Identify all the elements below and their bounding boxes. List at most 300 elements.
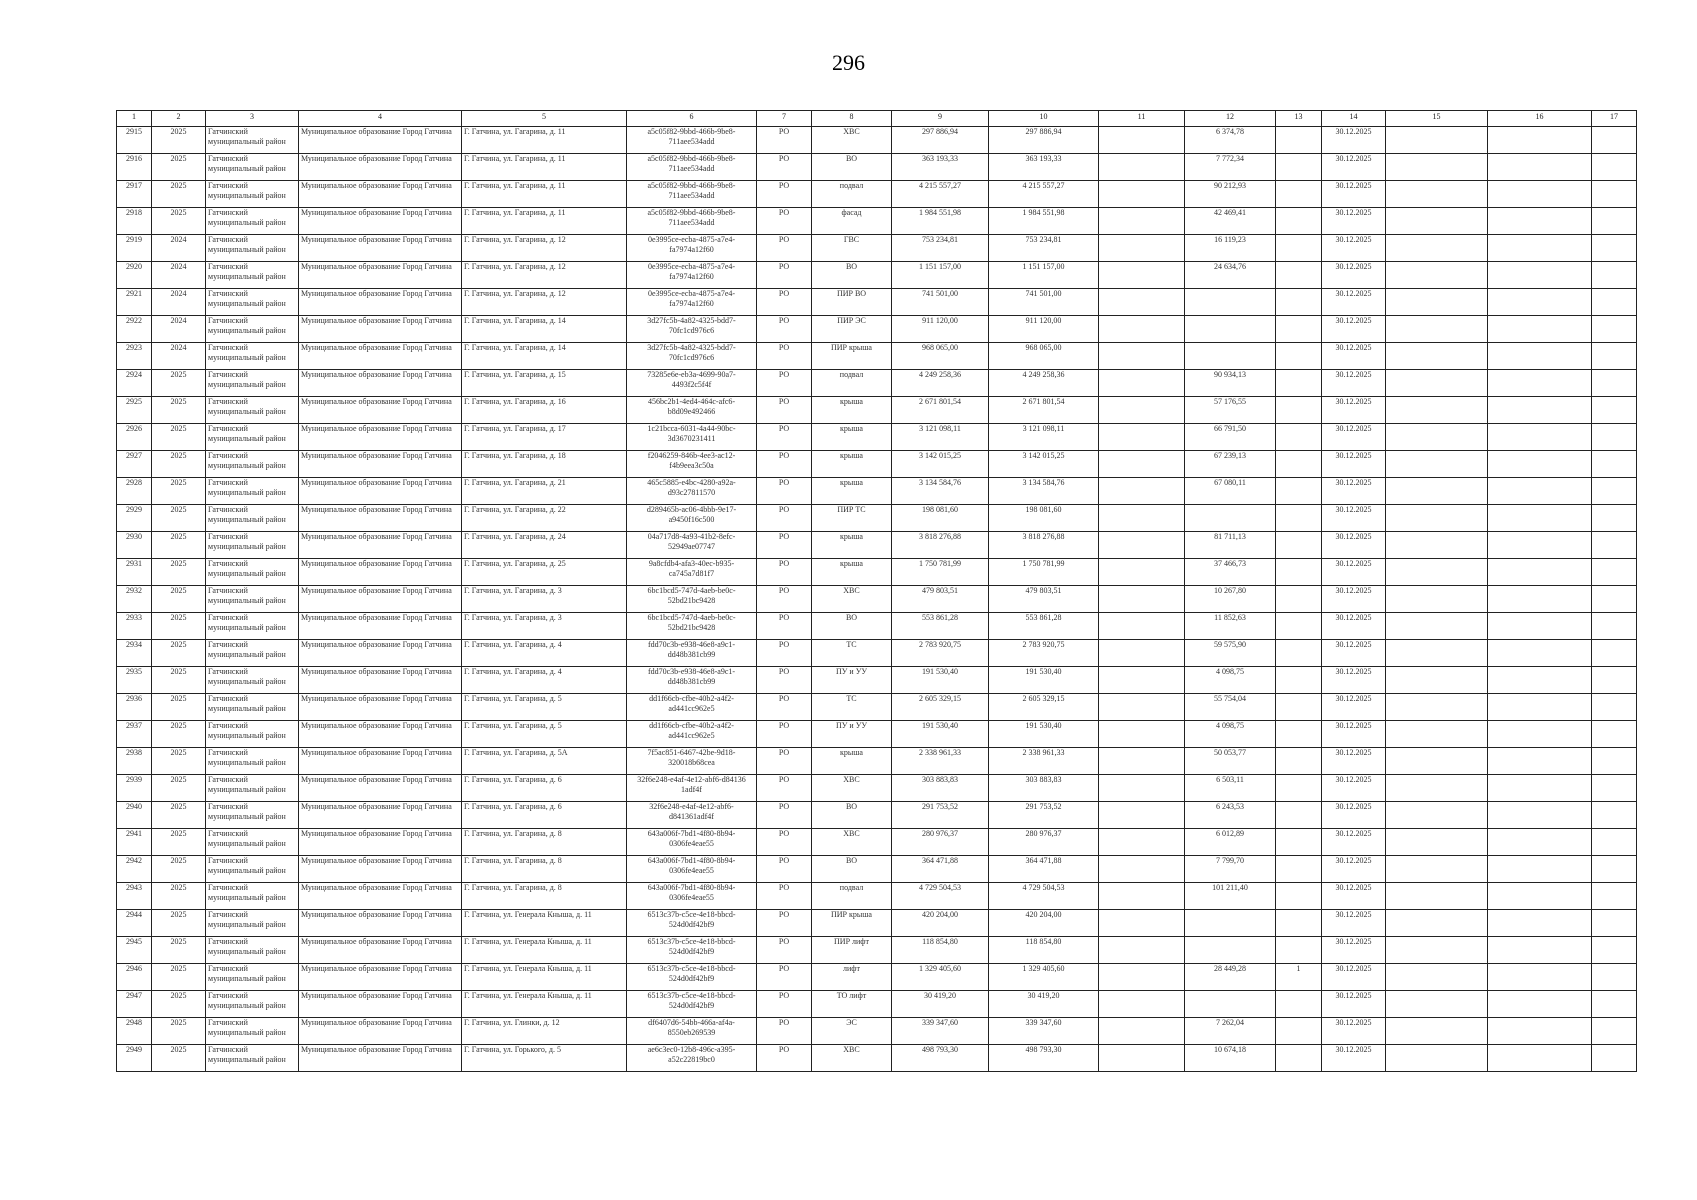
fee-cell: 6 243,53 — [1185, 802, 1276, 829]
fee-cell — [1185, 316, 1276, 343]
col16-cell — [1488, 1045, 1592, 1072]
guid-cell: a5c05f82-9bbd-466b-9be8-711aee534add — [627, 127, 757, 154]
date-cell: 30.12.2025 — [1322, 505, 1386, 532]
col17-cell — [1592, 505, 1637, 532]
col16-cell — [1488, 154, 1592, 181]
col15-cell — [1386, 883, 1488, 910]
col17-cell — [1592, 667, 1637, 694]
col13-cell — [1276, 721, 1322, 748]
code-cell: РО — [757, 964, 812, 991]
amount-total-cell: 3 121 098,11 — [989, 424, 1099, 451]
col13-cell — [1276, 397, 1322, 424]
date-cell: 30.12.2025 — [1322, 775, 1386, 802]
fee-cell: 7 799,70 — [1185, 856, 1276, 883]
code-cell: РО — [757, 721, 812, 748]
district-cell: Гатчинский муниципальный район — [206, 829, 299, 856]
table-row — [117, 694, 1637, 721]
table-row — [117, 1018, 1637, 1045]
guid-cell: dd1f66cb-cfbe-40b2-a4f2-ad441cc962e5 — [627, 694, 757, 721]
col13-cell — [1276, 127, 1322, 154]
col11-cell — [1099, 667, 1185, 694]
col16-cell — [1488, 181, 1592, 208]
year-cell: 2025 — [152, 127, 206, 154]
amount-total-cell: 1 984 551,98 — [989, 208, 1099, 235]
guid-cell: 1c21bcca-6031-4a44-90bc-3d3670231411 — [627, 424, 757, 451]
col11-cell — [1099, 721, 1185, 748]
year-cell: 2025 — [152, 802, 206, 829]
amount-total-cell: 198 081,60 — [989, 505, 1099, 532]
district-cell: Гатчинский муниципальный район — [206, 127, 299, 154]
amount-total-cell: 118 854,80 — [989, 937, 1099, 964]
table-row — [117, 802, 1637, 829]
guid-cell: 6513c37b-c5ce-4e18-bbcd-524d0df42bf9 — [627, 937, 757, 964]
amount-cell: 4 215 557,27 — [892, 181, 989, 208]
col15-cell — [1386, 802, 1488, 829]
year-cell: 2025 — [152, 532, 206, 559]
col17-cell — [1592, 127, 1637, 154]
fee-cell: 55 754,04 — [1185, 694, 1276, 721]
address-cell: Г. Гатчина, ул. Гагарина, д. 4 — [462, 640, 627, 667]
col13-cell — [1276, 262, 1322, 289]
data-table — [116, 110, 1637, 1072]
municipality-cell: Муниципальное образование Город Гатчина — [299, 343, 462, 370]
code-cell: РО — [757, 1045, 812, 1072]
municipality-cell: Муниципальное образование Город Гатчина — [299, 829, 462, 856]
col13-cell — [1276, 478, 1322, 505]
col15-cell — [1386, 208, 1488, 235]
district-cell: Гатчинский муниципальный район — [206, 964, 299, 991]
col16-cell — [1488, 532, 1592, 559]
amount-cell: 911 120,00 — [892, 316, 989, 343]
table-row — [117, 667, 1637, 694]
col11-cell — [1099, 451, 1185, 478]
col11-cell — [1099, 1045, 1185, 1072]
district-cell: Гатчинский муниципальный район — [206, 505, 299, 532]
row-number-cell: 2919 — [117, 235, 152, 262]
table-row — [117, 343, 1637, 370]
guid-cell: 3d27fc5b-4a82-4325-bdd7-70fc1cd976c6 — [627, 316, 757, 343]
guid-cell: ae6c3ec0-12b8-496c-a395-a52c22819bc0 — [627, 1045, 757, 1072]
district-cell: Гатчинский муниципальный район — [206, 370, 299, 397]
address-cell: Г. Гатчина, ул. Гагарина, д. 16 — [462, 397, 627, 424]
fee-cell: 6 012,89 — [1185, 829, 1276, 856]
year-cell: 2025 — [152, 370, 206, 397]
address-cell: Г. Гатчина, ул. Гагарина, д. 3 — [462, 586, 627, 613]
date-cell: 30.12.2025 — [1322, 559, 1386, 586]
guid-cell: 465c5885-e4bc-4280-a92a-d93c27811570 — [627, 478, 757, 505]
column-header: 1 — [117, 111, 152, 127]
col11-cell — [1099, 316, 1185, 343]
amount-total-cell: 753 234,81 — [989, 235, 1099, 262]
col17-cell — [1592, 910, 1637, 937]
code-cell: РО — [757, 154, 812, 181]
row-number-cell: 2921 — [117, 289, 152, 316]
col15-cell — [1386, 748, 1488, 775]
column-header: 9 — [892, 111, 989, 127]
col17-cell — [1592, 964, 1637, 991]
district-cell: Гатчинский муниципальный район — [206, 1018, 299, 1045]
district-cell: Гатчинский муниципальный район — [206, 883, 299, 910]
work-type-cell: крыша — [812, 532, 892, 559]
col15-cell — [1386, 991, 1488, 1018]
code-cell: РО — [757, 856, 812, 883]
amount-cell: 741 501,00 — [892, 289, 989, 316]
col13-cell — [1276, 424, 1322, 451]
col16-cell — [1488, 289, 1592, 316]
date-cell: 30.12.2025 — [1322, 1045, 1386, 1072]
municipality-cell: Муниципальное образование Город Гатчина — [299, 235, 462, 262]
fee-cell — [1185, 991, 1276, 1018]
col15-cell — [1386, 775, 1488, 802]
year-cell: 2025 — [152, 856, 206, 883]
amount-total-cell: 553 861,28 — [989, 613, 1099, 640]
table-row — [117, 559, 1637, 586]
municipality-cell: Муниципальное образование Город Гатчина — [299, 991, 462, 1018]
col11-cell — [1099, 532, 1185, 559]
col11-cell — [1099, 127, 1185, 154]
amount-cell: 339 347,60 — [892, 1018, 989, 1045]
address-cell: Г. Гатчина, ул. Гагарина, д. 12 — [462, 289, 627, 316]
amount-cell: 291 753,52 — [892, 802, 989, 829]
row-number-cell: 2944 — [117, 910, 152, 937]
col11-cell — [1099, 748, 1185, 775]
guid-cell: a5c05f82-9bbd-466b-9be8-711aee534add — [627, 181, 757, 208]
fee-cell: 67 239,13 — [1185, 451, 1276, 478]
year-cell: 2025 — [152, 829, 206, 856]
district-cell: Гатчинский муниципальный район — [206, 667, 299, 694]
year-cell: 2025 — [152, 1045, 206, 1072]
row-number-cell: 2938 — [117, 748, 152, 775]
date-cell: 30.12.2025 — [1322, 802, 1386, 829]
year-cell: 2025 — [152, 208, 206, 235]
row-number-cell: 2936 — [117, 694, 152, 721]
table-row — [117, 721, 1637, 748]
year-cell: 2024 — [152, 343, 206, 370]
col13-cell — [1276, 586, 1322, 613]
fee-cell: 67 080,11 — [1185, 478, 1276, 505]
fee-cell: 7 262,04 — [1185, 1018, 1276, 1045]
address-cell: Г. Гатчина, ул. Гагарина, д. 11 — [462, 154, 627, 181]
col15-cell — [1386, 721, 1488, 748]
code-cell: РО — [757, 667, 812, 694]
row-number-cell: 2948 — [117, 1018, 152, 1045]
amount-cell: 4 729 504,53 — [892, 883, 989, 910]
district-cell: Гатчинский муниципальный район — [206, 937, 299, 964]
col17-cell — [1592, 613, 1637, 640]
date-cell: 30.12.2025 — [1322, 721, 1386, 748]
amount-total-cell: 339 347,60 — [989, 1018, 1099, 1045]
amount-cell: 191 530,40 — [892, 667, 989, 694]
table-row — [117, 937, 1637, 964]
col13-cell — [1276, 181, 1322, 208]
column-header: 7 — [757, 111, 812, 127]
guid-cell: 6513c37b-c5ce-4e18-bbcd-524d0df42bf9 — [627, 910, 757, 937]
col16-cell — [1488, 451, 1592, 478]
year-cell: 2025 — [152, 613, 206, 640]
col13-cell — [1276, 316, 1322, 343]
col13-cell — [1276, 289, 1322, 316]
amount-cell: 1 329 405,60 — [892, 964, 989, 991]
col13-cell — [1276, 1045, 1322, 1072]
col15-cell — [1386, 532, 1488, 559]
column-header: 11 — [1099, 111, 1185, 127]
work-type-cell: ПИР крыша — [812, 343, 892, 370]
district-cell: Гатчинский муниципальный район — [206, 991, 299, 1018]
work-type-cell: ХВС — [812, 775, 892, 802]
amount-cell: 3 818 276,88 — [892, 532, 989, 559]
work-type-cell: ТС — [812, 694, 892, 721]
col16-cell — [1488, 856, 1592, 883]
col17-cell — [1592, 397, 1637, 424]
district-cell: Гатчинский муниципальный район — [206, 910, 299, 937]
col15-cell — [1386, 694, 1488, 721]
col13-cell — [1276, 640, 1322, 667]
work-type-cell: крыша — [812, 451, 892, 478]
col15-cell — [1386, 1018, 1488, 1045]
district-cell: Гатчинский муниципальный район — [206, 289, 299, 316]
year-cell: 2025 — [152, 991, 206, 1018]
amount-total-cell: 280 976,37 — [989, 829, 1099, 856]
work-type-cell: крыша — [812, 748, 892, 775]
municipality-cell: Муниципальное образование Город Гатчина — [299, 559, 462, 586]
code-cell: РО — [757, 694, 812, 721]
year-cell: 2025 — [152, 397, 206, 424]
col11-cell — [1099, 991, 1185, 1018]
column-header: 14 — [1322, 111, 1386, 127]
guid-cell: 6513c37b-c5ce-4e18-bbcd-524d0df42bf9 — [627, 991, 757, 1018]
date-cell: 30.12.2025 — [1322, 181, 1386, 208]
municipality-cell: Муниципальное образование Город Гатчина — [299, 1045, 462, 1072]
col15-cell — [1386, 559, 1488, 586]
col15-cell — [1386, 613, 1488, 640]
col17-cell — [1592, 1045, 1637, 1072]
row-number-cell: 2947 — [117, 991, 152, 1018]
column-header: 10 — [989, 111, 1099, 127]
col17-cell — [1592, 208, 1637, 235]
col11-cell — [1099, 262, 1185, 289]
page-number: 296 — [832, 50, 865, 75]
code-cell: РО — [757, 424, 812, 451]
column-header: 13 — [1276, 111, 1322, 127]
municipality-cell: Муниципальное образование Город Гатчина — [299, 613, 462, 640]
col13-cell — [1276, 937, 1322, 964]
col16-cell — [1488, 667, 1592, 694]
table-row — [117, 154, 1637, 181]
fee-cell: 28 449,28 — [1185, 964, 1276, 991]
work-type-cell: ХВС — [812, 127, 892, 154]
address-cell: Г. Гатчина, ул. Гагарина, д. 5 — [462, 721, 627, 748]
col15-cell — [1386, 235, 1488, 262]
amount-total-cell: 3 818 276,88 — [989, 532, 1099, 559]
year-cell: 2025 — [152, 964, 206, 991]
amount-cell: 118 854,80 — [892, 937, 989, 964]
col13-cell — [1276, 856, 1322, 883]
date-cell: 30.12.2025 — [1322, 829, 1386, 856]
table-row — [117, 451, 1637, 478]
col17-cell — [1592, 586, 1637, 613]
address-cell: Г. Гатчина, ул. Гагарина, д. 8 — [462, 883, 627, 910]
amount-total-cell: 498 793,30 — [989, 1045, 1099, 1072]
date-cell: 30.12.2025 — [1322, 451, 1386, 478]
col13-cell — [1276, 451, 1322, 478]
row-number-cell: 2937 — [117, 721, 152, 748]
amount-cell: 968 065,00 — [892, 343, 989, 370]
guid-cell: 32f6e248-e4af-4e12-abf6-d84136 1adf4f — [627, 775, 757, 802]
row-number-cell: 2930 — [117, 532, 152, 559]
amount-cell: 364 471,88 — [892, 856, 989, 883]
district-cell: Гатчинский муниципальный район — [206, 424, 299, 451]
work-type-cell: ТО лифт — [812, 991, 892, 1018]
amount-cell: 553 861,28 — [892, 613, 989, 640]
district-cell: Гатчинский муниципальный район — [206, 559, 299, 586]
district-cell: Гатчинский муниципальный район — [206, 397, 299, 424]
row-number-cell: 2927 — [117, 451, 152, 478]
fee-cell: 101 211,40 — [1185, 883, 1276, 910]
table-row — [117, 586, 1637, 613]
address-cell: Г. Гатчина, ул. Гагарина, д. 3 — [462, 613, 627, 640]
district-cell: Гатчинский муниципальный район — [206, 748, 299, 775]
guid-cell: a5c05f82-9bbd-466b-9be8-711aee534add — [627, 208, 757, 235]
col15-cell — [1386, 154, 1488, 181]
col11-cell — [1099, 235, 1185, 262]
amount-cell: 2 671 801,54 — [892, 397, 989, 424]
col17-cell — [1592, 856, 1637, 883]
col13-cell — [1276, 613, 1322, 640]
date-cell: 30.12.2025 — [1322, 937, 1386, 964]
work-type-cell: фасад — [812, 208, 892, 235]
work-type-cell: ПИР ВО — [812, 289, 892, 316]
code-cell: РО — [757, 343, 812, 370]
table-row — [117, 532, 1637, 559]
amount-cell: 3 134 584,76 — [892, 478, 989, 505]
col16-cell — [1488, 829, 1592, 856]
col17-cell — [1592, 235, 1637, 262]
year-cell: 2025 — [152, 937, 206, 964]
table-row — [117, 910, 1637, 937]
col16-cell — [1488, 991, 1592, 1018]
col15-cell — [1386, 181, 1488, 208]
col15-cell — [1386, 667, 1488, 694]
col17-cell — [1592, 478, 1637, 505]
district-cell: Гатчинский муниципальный район — [206, 154, 299, 181]
amount-cell: 3 121 098,11 — [892, 424, 989, 451]
col17-cell — [1592, 559, 1637, 586]
municipality-cell: Муниципальное образование Город Гатчина — [299, 370, 462, 397]
address-cell: Г. Гатчина, ул. Гагарина, д. 18 — [462, 451, 627, 478]
col17-cell — [1592, 775, 1637, 802]
col11-cell — [1099, 856, 1185, 883]
district-cell: Гатчинский муниципальный район — [206, 478, 299, 505]
work-type-cell: ТС — [812, 640, 892, 667]
col17-cell — [1592, 343, 1637, 370]
col13-cell — [1276, 829, 1322, 856]
year-cell: 2025 — [152, 694, 206, 721]
district-cell: Гатчинский муниципальный район — [206, 694, 299, 721]
col11-cell — [1099, 478, 1185, 505]
col11-cell — [1099, 154, 1185, 181]
work-type-cell: подвал — [812, 883, 892, 910]
fee-cell: 7 772,34 — [1185, 154, 1276, 181]
col15-cell — [1386, 964, 1488, 991]
col16-cell — [1488, 748, 1592, 775]
row-number-cell: 2933 — [117, 613, 152, 640]
col11-cell — [1099, 694, 1185, 721]
year-cell: 2024 — [152, 316, 206, 343]
amount-total-cell: 297 886,94 — [989, 127, 1099, 154]
year-cell: 2024 — [152, 262, 206, 289]
col17-cell — [1592, 451, 1637, 478]
amount-total-cell: 3 142 015,25 — [989, 451, 1099, 478]
municipality-cell: Муниципальное образование Город Гатчина — [299, 964, 462, 991]
amount-cell: 1 984 551,98 — [892, 208, 989, 235]
date-cell: 30.12.2025 — [1322, 964, 1386, 991]
fee-cell: 16 119,23 — [1185, 235, 1276, 262]
col16-cell — [1488, 262, 1592, 289]
guid-cell: 9a8cfdb4-afa3-40ec-b935-ca745a7d81f7 — [627, 559, 757, 586]
column-header: 16 — [1488, 111, 1592, 127]
district-cell: Гатчинский муниципальный район — [206, 721, 299, 748]
col15-cell — [1386, 424, 1488, 451]
address-cell: Г. Гатчина, ул. Гагарина, д. 11 — [462, 208, 627, 235]
col13-cell — [1276, 235, 1322, 262]
municipality-cell: Муниципальное образование Город Гатчина — [299, 478, 462, 505]
col11-cell — [1099, 181, 1185, 208]
amount-total-cell: 968 065,00 — [989, 343, 1099, 370]
col13-cell — [1276, 154, 1322, 181]
column-header: 15 — [1386, 111, 1488, 127]
work-type-cell: ХВС — [812, 1045, 892, 1072]
date-cell: 30.12.2025 — [1322, 235, 1386, 262]
col15-cell — [1386, 478, 1488, 505]
year-cell: 2025 — [152, 667, 206, 694]
work-type-cell: крыша — [812, 478, 892, 505]
row-number-cell: 2939 — [117, 775, 152, 802]
date-cell: 30.12.2025 — [1322, 613, 1386, 640]
col11-cell — [1099, 613, 1185, 640]
date-cell: 30.12.2025 — [1322, 370, 1386, 397]
col16-cell — [1488, 478, 1592, 505]
district-cell: Гатчинский муниципальный район — [206, 775, 299, 802]
col15-cell — [1386, 127, 1488, 154]
municipality-cell: Муниципальное образование Город Гатчина — [299, 262, 462, 289]
work-type-cell: крыша — [812, 397, 892, 424]
col11-cell — [1099, 289, 1185, 316]
work-type-cell: ВО — [812, 262, 892, 289]
row-number-cell: 2925 — [117, 397, 152, 424]
amount-cell: 479 803,51 — [892, 586, 989, 613]
date-cell: 30.12.2025 — [1322, 127, 1386, 154]
col15-cell — [1386, 856, 1488, 883]
row-number-cell: 2922 — [117, 316, 152, 343]
code-cell: РО — [757, 289, 812, 316]
col13-cell — [1276, 559, 1322, 586]
fee-cell: 10 674,18 — [1185, 1045, 1276, 1072]
work-type-cell: ЭС — [812, 1018, 892, 1045]
amount-cell: 2 338 961,33 — [892, 748, 989, 775]
col15-cell — [1386, 937, 1488, 964]
col15-cell — [1386, 370, 1488, 397]
address-cell: Г. Гатчина, ул. Глинки, д. 12 — [462, 1018, 627, 1045]
table-row — [117, 829, 1637, 856]
col17-cell — [1592, 829, 1637, 856]
address-cell: Г. Гатчина, ул. Гагарина, д. 8 — [462, 829, 627, 856]
col13-cell: 1 — [1276, 964, 1322, 991]
table-row — [117, 208, 1637, 235]
col17-cell — [1592, 721, 1637, 748]
municipality-cell: Муниципальное образование Город Гатчина — [299, 640, 462, 667]
guid-cell: 0e3995ce-ecba-4875-a7e4-fa7974a12f60 — [627, 289, 757, 316]
fee-cell — [1185, 505, 1276, 532]
